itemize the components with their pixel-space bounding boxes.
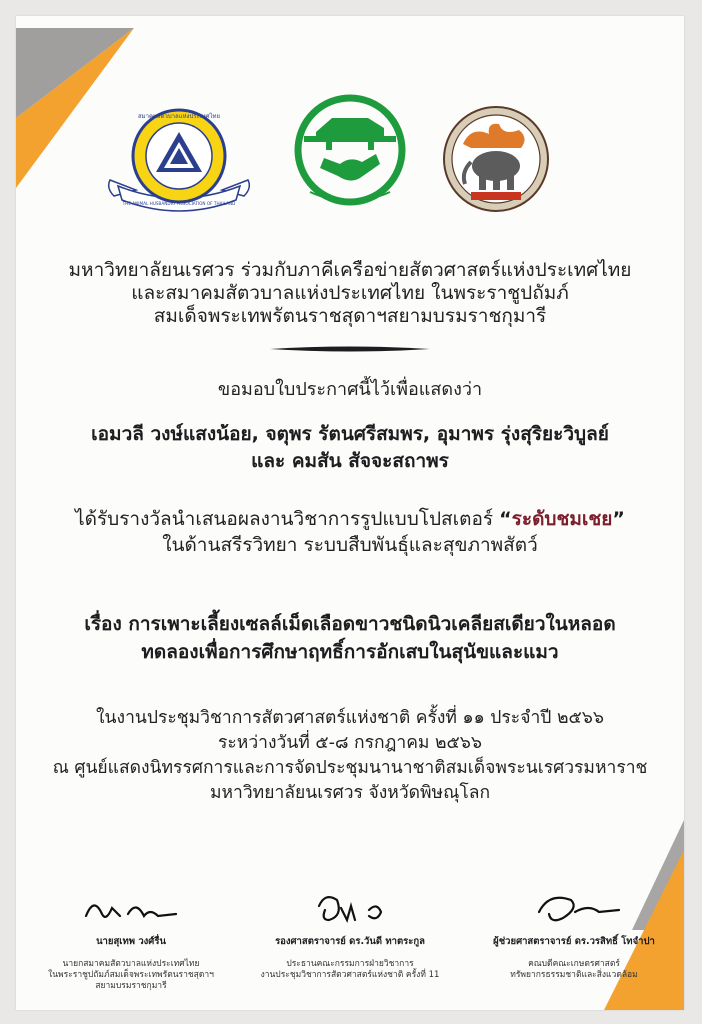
award-level: ระดับชมเชย	[511, 508, 613, 530]
recipient-names	[16, 421, 684, 475]
event-line-3: ณ ศูนย์แสดงนิทรรศการและการจัดประชุมนานาชาติสมเด็จพระนเรศวรมหาราช	[52, 758, 648, 778]
research-title-line-2: ทดลองเพื่อการศึกษาฤทธิ์การอักเสบในสุนัขและแมว	[141, 641, 559, 663]
event-line-1: ในงานประชุมวิชาการสัตวศาสตร์แห่งชาติ ครั้งที่ ๑๑ ประจำปี ๒๕๖๖	[96, 708, 604, 728]
award-prefix: ได้รับรางวัลนำเสนอผลงานวิชาการรูปแบบโปสเตอร์	[75, 508, 494, 530]
event-line-4: มหาวิทยาลัยนเรศวร จังหวัดพิษณุโลก	[209, 783, 491, 803]
organizer-line-3: สมเด็จพระเทพรัตนราชสุดาฯสยามบรมราชกุมารี	[153, 305, 547, 327]
research-title	[16, 610, 684, 666]
signatory-position	[21, 959, 241, 992]
organizer-line-1: มหาวิทยาลัยนเรศวร ร่วมกับภาคีเครือข่ายสัตวศาสตร์แห่งประเทศไทย	[68, 259, 632, 281]
naresuan-university-seal	[441, 104, 551, 214]
signatory-position	[240, 959, 460, 981]
organizer-line-2: และสมาคมสัตวบาลแห่งประเทศไทย ในพระราชูปถัมภ์	[131, 282, 569, 304]
ornamental-divider	[16, 342, 684, 356]
position-line-2: ทรัพยากรธรรมชาติและสิ่งแวดล้อม	[510, 970, 638, 980]
quote-open: “	[499, 508, 512, 530]
position-line-2: ในพระราชูปถัมภ์สมเด็จพระเทพรัตนราชสุดาฯ	[48, 970, 214, 980]
signatory-1	[21, 886, 241, 992]
position-line-3: สยามบรมราชกุมารี	[95, 981, 167, 991]
logo-caption: THE ANIMAL HUSBANDRY ASSOCIATION OF THAILAND	[122, 201, 236, 206]
logo-caption-top: สมาคมสัตวบาลแห่งประเทศไทย	[137, 113, 221, 120]
signatory-name: ผู้ช่วยศาสตราจารย์ ดร.วรสิทธิ์ โทจำปา	[493, 936, 655, 947]
quote-close: ”	[612, 508, 625, 530]
position-line-1: ประธานคณะกรรมการฝ่ายวิชาการ	[286, 959, 414, 969]
position-line-1: นายกสมาคมสัตวบาลแห่งประเทศไทย	[62, 959, 200, 969]
logo-row	[16, 100, 684, 220]
animal-science-network-logo	[280, 92, 420, 222]
certify-text: ขอมอบใบประกาศนี้ไว้เพื่อแสดงว่า	[217, 379, 483, 400]
award-line-1	[16, 506, 684, 532]
recipient-line-2: และ คมสัน สัจจะสถาพร	[251, 450, 449, 472]
event-details	[16, 706, 684, 806]
event-line-2: ระหว่างวันที่ ๕-๘ กรกฎาคม ๒๕๖๖	[217, 733, 482, 753]
animal-husbandry-association-logo	[104, 106, 254, 218]
award-line-2: ในด้านสรีรวิทยา ระบบสืบพันธุ์และสุขภาพสัตว์	[162, 534, 538, 556]
award-statement	[16, 506, 684, 558]
signatory-name: รองศาสตราจารย์ ดร.วันดี ทาตระกูล	[275, 936, 425, 947]
recipient-line-1: เอมวลี วงษ์แสงน้อย, จตุพร รัตนศรีสมพร, อุมาพร รุ่งสุริยะวิบูลย์	[91, 423, 609, 445]
certificate-page	[16, 16, 684, 1010]
signatory-2	[240, 886, 460, 981]
research-title-line-1: เรื่อง การเพาะเลี้ยงเซลล์เม็ดเลือดขาวชนิดนิวเคลียสเดียวในหลอด	[84, 613, 616, 635]
signatory-position	[464, 959, 684, 981]
position-line-2: งานประชุมวิชาการสัตวศาสตร์แห่งชาติ ครั้งที่ 11	[260, 970, 440, 980]
signatory-name: นายสุเทพ วงศ์รื่น	[96, 936, 166, 947]
position-line-1: คณบดีคณะเกษตรศาสตร์	[528, 959, 620, 969]
signature-mark	[285, 886, 415, 932]
signature-mark	[509, 886, 639, 932]
organizer-statement	[16, 259, 684, 328]
signatory-3	[464, 886, 684, 981]
signature-mark	[66, 886, 196, 932]
